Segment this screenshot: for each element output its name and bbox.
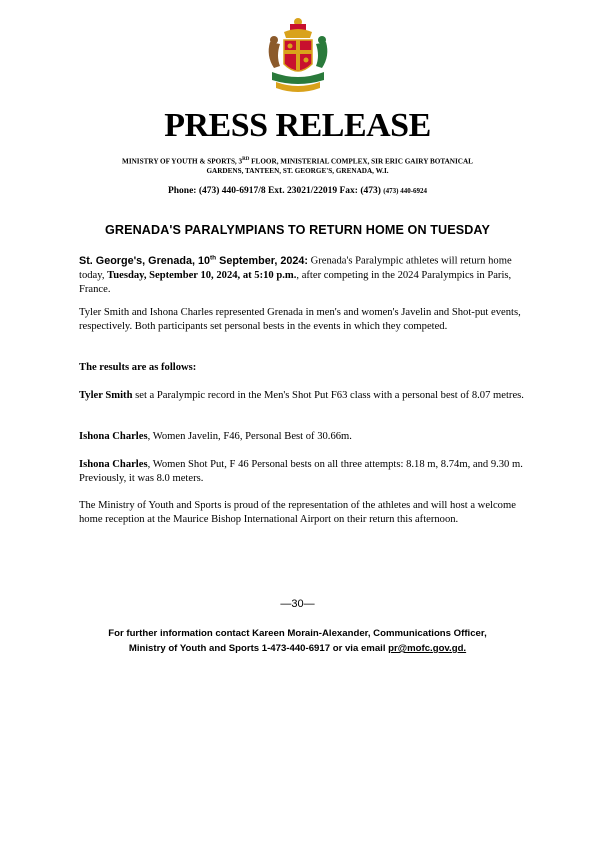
headline: GRENADA'S PARALYMPIANS TO RETURN HOME ON TUESDAY <box>105 223 490 237</box>
phone-text: Phone: (473) 440-6917/8 Ext. 23021/22019 Fax: (473) <box>167 186 381 196</box>
athlete-name-ishona-1: Ishona Charles <box>79 431 148 442</box>
address-line1-post: FLOOR, MINISTERIAL COMPLEX, SIR ERIC GAIRY BOTANICAL <box>249 157 473 166</box>
page-title: PRESS RELEASE <box>164 107 431 144</box>
paragraph-athletes: Tyler Smith and Ishona Charles represented Grenada in men's and women's Javelin and Shot-put events, respectively. Both participants set personal bests in the events in which they competed. <box>79 307 521 332</box>
ishona-javelin-result: , Women Javelin, F46, Personal Best of 30.66m. <box>147 431 352 442</box>
athlete-name-ishona-2: Ishona Charles <box>79 459 148 470</box>
contact-line1: For further information contact Kareen Morain-Alexander, Communications Officer, <box>108 628 487 639</box>
intro-text-1: Grenada's Paralympic athletes will return home today, <box>79 255 512 281</box>
dateline <box>79 255 308 267</box>
end-mark: —30— <box>280 598 315 610</box>
fax-number: (473) 440-6924 <box>383 187 428 195</box>
dateline-pre: St. George's, Grenada, 10 <box>79 254 210 267</box>
address-sup: RD <box>242 157 250 162</box>
address-line1-pre: MINISTRY OF YOUTH & SPORTS, 3 <box>122 157 243 166</box>
tyler-result: set a Paralympic record in the Men's Shot Put F63 class with a personal best of 8.07 metres. <box>132 390 524 401</box>
contact-line2: Ministry of Youth and Sports 1-473-440-6917 or via email <box>128 643 389 654</box>
coat-of-arms-logo <box>262 16 334 96</box>
paragraph-intro <box>79 251 527 297</box>
address-line2: GARDENS, TANTEEN, ST. GEORGE'S, GRENADA, W.I. <box>206 167 389 176</box>
intro-text-2: , after competing in the 2024 Paralympics in Paris, France. <box>79 269 512 295</box>
results-intro: The results are as follows: <box>79 362 197 373</box>
ministry-address <box>60 155 535 176</box>
intro-date-bold: Tuesday, September 10, 2024, at 5:10 p.m. <box>107 269 297 281</box>
paragraph-ministry-statement: The Ministry of Youth and Sports is proud of the representation of the athletes and will host a welcome home reception at the Maurice Bishop International Airport on their return this afternoon. <box>79 500 516 525</box>
athlete-name-tyler: Tyler Smith <box>79 390 133 401</box>
contact-info <box>60 626 535 656</box>
ishona-shotput-result: , Women Shot Put, F 46 Personal bests on all three attempts: 8.18 m, 8.74m, and 9.30 m. Previously, it was 8.0 meters. <box>79 459 523 484</box>
dateline-post: September, 2024: <box>216 254 308 267</box>
dateline-sup: th <box>209 254 217 261</box>
paragraph-results-intro <box>79 361 527 375</box>
paragraph-ishona-shotput <box>79 458 527 486</box>
paragraph-tyler-smith <box>79 389 527 403</box>
paragraph-ishona-javelin <box>79 430 527 444</box>
contact-email-link[interactable]: pr@mofc.gov.gd. <box>388 643 467 654</box>
contact-phone-line <box>0 186 595 196</box>
